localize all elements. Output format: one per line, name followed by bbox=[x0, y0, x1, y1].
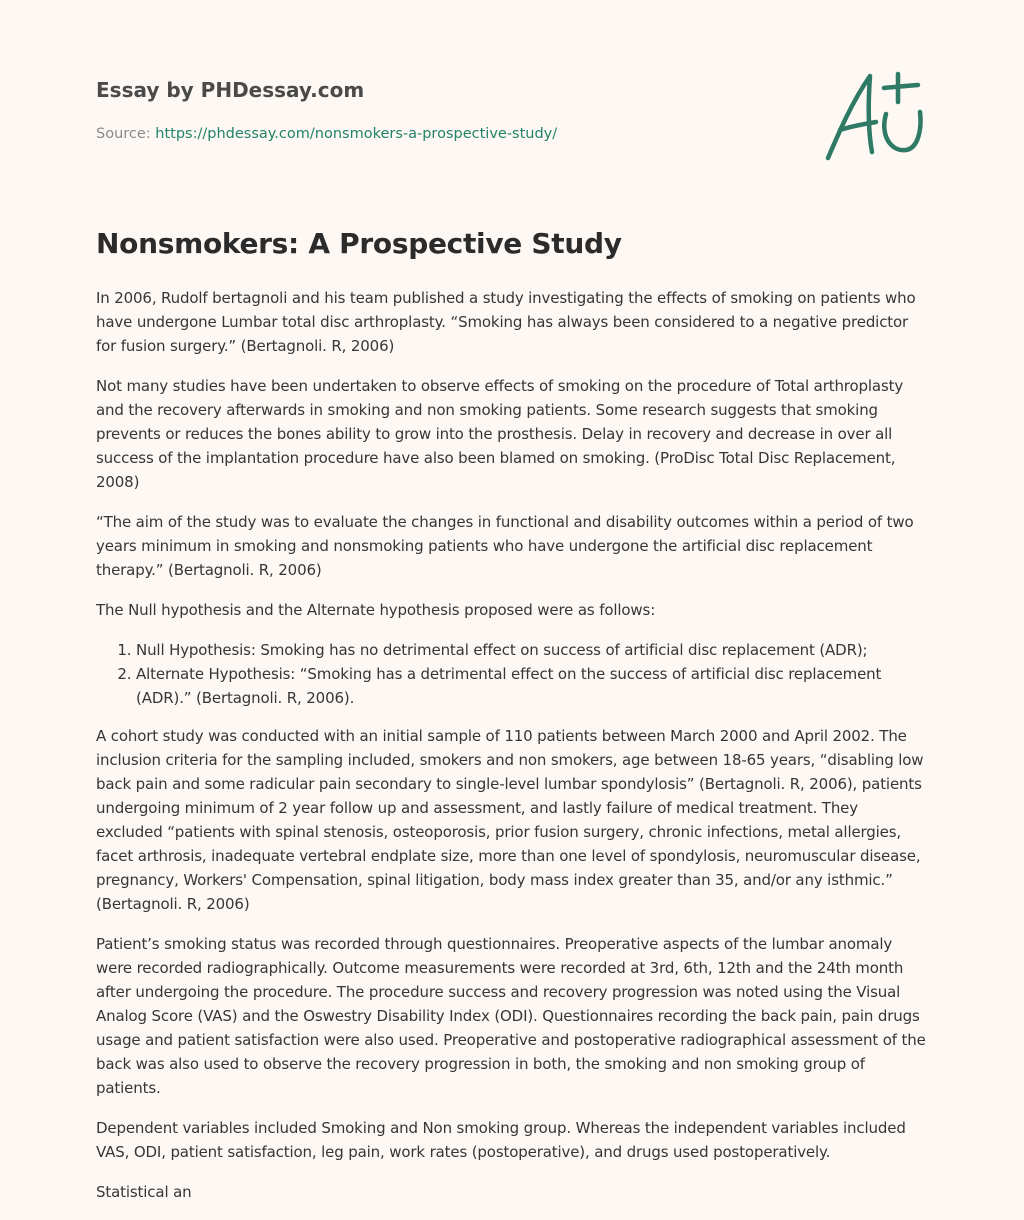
a-plus-logo-icon bbox=[818, 64, 932, 168]
hypotheses-list bbox=[96, 638, 928, 710]
paragraph: A cohort study was conducted with an initial sample of 110 patients between March 2000 and April 2002. The inclusion criteria for the sampling included, smokers and non smokers, age between 18-65 years, “disabling low back pain and some radicular pain secondary to single-level lumbar spondylosis” (Bertagnoli. R, 2006), patients undergoing minimum of 2 year follow up and assessment, and lastly failure of medical treatment. They excluded “patients with spinal stenosis, osteoporosis, prior fusion surgery, chronic infections, metal allergies, facet arthrosis, inadequate vertebral endplate size, more than one level of spondylosis, neuromuscular disease, pregnancy, Workers' Compensation, spinal litigation, body mass index greater than 35, and/or any isthmic.” (Bertagnoli. R, 2006) bbox=[96, 727, 924, 913]
paragraph: The Null hypothesis and the Alternate hypothesis proposed were as follows: bbox=[96, 601, 656, 619]
source-label: Source: bbox=[96, 126, 151, 142]
article-title: Nonsmokers: A Prospective Study bbox=[96, 227, 622, 260]
paragraph: “The aim of the study was to evaluate the changes in functional and disability outcomes within a period of two years minimum in smoking and nonsmoking patients who have undergone the artificial disc replacement therapy.” (Bertagnoli. R, 2006) bbox=[96, 513, 914, 579]
paragraph-truncated: Statistical an bbox=[96, 1183, 192, 1201]
article bbox=[96, 224, 928, 1220]
paragraph: Not many studies have been undertaken to observe effects of smoking on the procedure of Total arthroplasty and the recovery afterwards in smoking and non smoking patients. Some research suggests that smoking prevents or reduces the bones ability to grow into the prosthesis. Delay in recovery and decrease in over all success of the implantation procedure have also been blamed on smoking. (ProDisc Total Disc Replacement, 2008) bbox=[96, 377, 904, 491]
source-line bbox=[96, 124, 796, 144]
header bbox=[96, 76, 796, 144]
list-item: 2. Alternate Hypothesis: “Smoking has a detrimental effect on the success of artificial disc replacement (ADR).” (Bertagnoli. R, 2006). bbox=[136, 662, 928, 710]
paragraph: Patient’s smoking status was recorded through questionnaires. Preoperative aspects of the lumbar anomaly were recorded radiographically. Outcome measurements were recorded at 3rd, 6th, 12th and the 24th month after undergoing the procedure. The procedure success and recovery progression was noted using the Visual Analog Score (VAS) and the Oswestry Disability Index (ODI). Questionnaires recording the back pain, pain drugs usage and patient satisfaction were also used. Preoperative and postoperative radiographical assessment of the back was also used to observe the recovery progression in both, the smoking and non smoking group of patients. bbox=[96, 935, 926, 1097]
list-item: 1. Null Hypothesis: Smoking has no detrimental effect on success of artificial disc replacement (ADR); bbox=[136, 638, 928, 662]
paragraph: Dependent variables included Smoking and Non smoking group. Whereas the independent variables included VAS, ODI, patient satisfaction, leg pain, work rates (postoperative), and drugs used postoperatively. bbox=[96, 1119, 906, 1161]
source-link[interactable]: https://phdessay.com/nonsmokers-a-prospective-study/ bbox=[155, 126, 558, 142]
site-brand: Essay by PHDessay.com bbox=[96, 78, 365, 102]
paragraph: In 2006, Rudolf bertagnoli and his team published a study investigating the effects of smoking on patients who have undergone Lumbar total disc arthroplasty. “Smoking has always been considered to a negative predictor for fusion surgery.” (Bertagnoli. R, 2006) bbox=[96, 289, 916, 355]
